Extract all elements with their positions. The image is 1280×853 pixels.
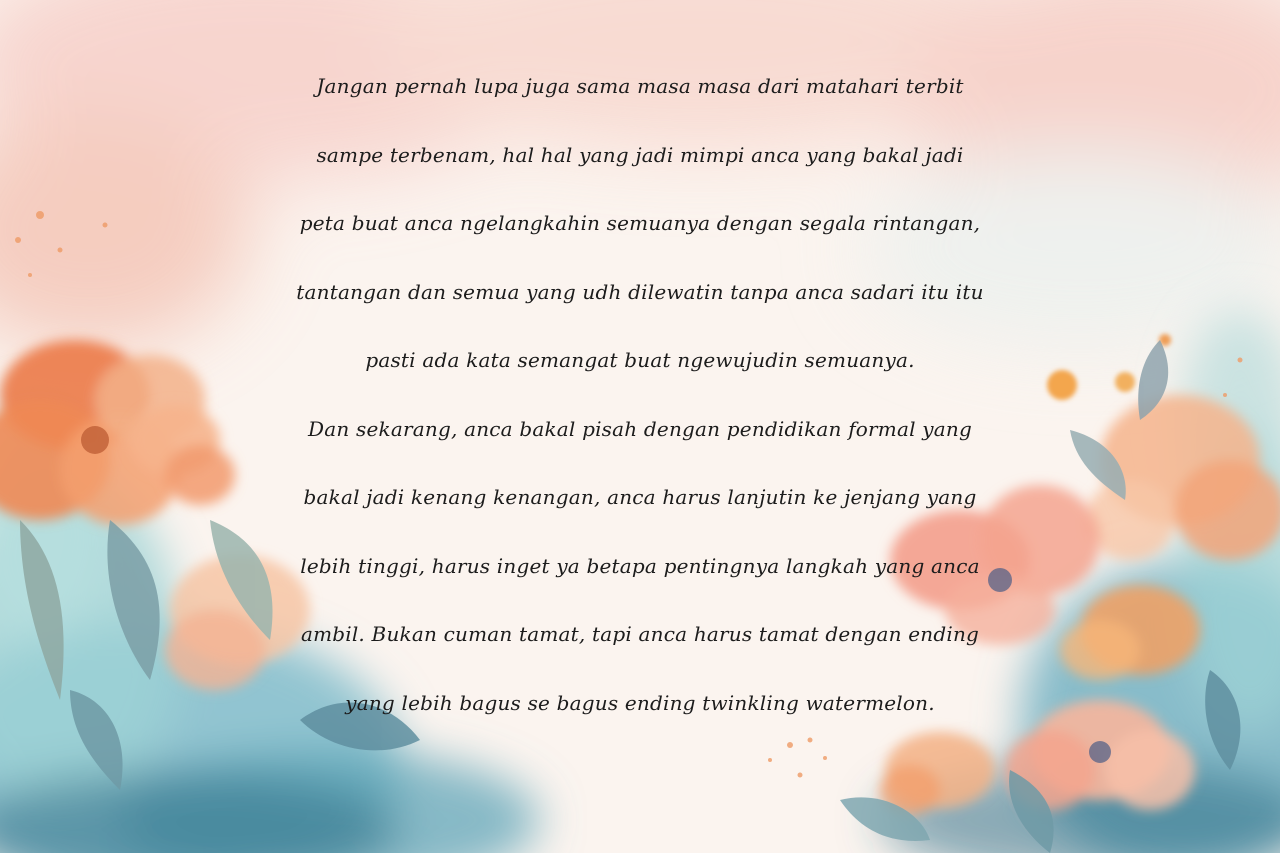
letter-line: sampe terbenam, hal hal yang jadi mimpi anca yang bakal jadi <box>316 142 964 167</box>
letter-text <box>0 52 1280 737</box>
letter-line: tantangan dan semua yang udh dilewatin tanpa anca sadari itu itu <box>296 279 984 304</box>
letter-line: pasti ada kata semangat buat ngewujudin semuanya. <box>365 348 915 372</box>
letter-line: lebih tinggi, harus inget ya betapa pentingnya langkah yang anca <box>300 553 980 578</box>
letter-line: yang lebih bagus se bagus ending twinkling watermelon. <box>345 690 935 715</box>
letter-line: Jangan pernah lupa juga sama masa masa dari matahari terbit <box>316 74 964 98</box>
letter-line: peta buat anca ngelangkahin semuanya dengan segala rintangan, <box>299 211 981 235</box>
letter-line: ambil. Bukan cuman tamat, tapi anca harus tamat dengan ending <box>300 622 980 646</box>
letter-line: Dan sekarang, anca bakal pisah dengan pendidikan formal yang <box>308 416 972 441</box>
letter-line: bakal jadi kenang kenangan, anca harus lanjutin ke jenjang yang <box>303 485 977 509</box>
